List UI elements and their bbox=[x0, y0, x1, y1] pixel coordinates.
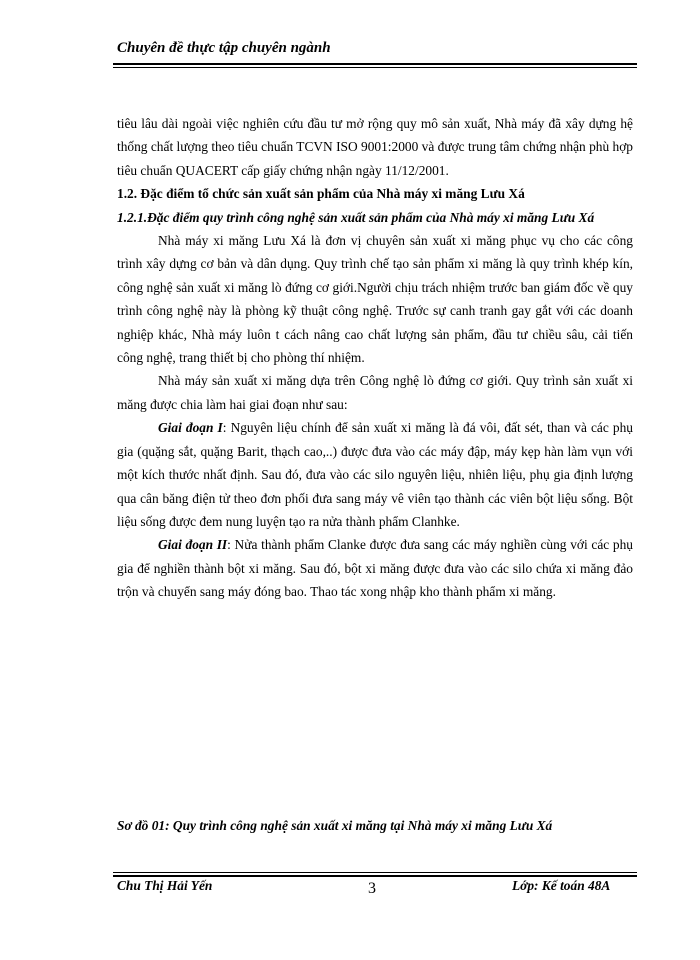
subsection-heading: 1.2.1.Đặc điểm quy trình công nghệ sản xuất sản phẩm của Nhà máy xi măng Lưu Xá bbox=[117, 209, 595, 225]
header-title: Chuyên đề thực tập chuyên ngành bbox=[117, 40, 331, 56]
document-body bbox=[117, 112, 633, 604]
page-number: 3 bbox=[368, 880, 376, 897]
footer-class: Lớp: Kế toán 48A bbox=[512, 878, 611, 893]
paragraph-overview: Nhà máy xi măng Lưu Xá là đơn vị chuyên sản xuất xi măng phục vụ cho các công trình xây dựng cơ bản và dân dụng. Quy trình chế tạo sản phẩm xi măng là quy trình khép kín, công nghệ sản xuất xi măng lò đứng cơ giới.Người chịu trách nhiệm trước ban giám đốc về quy trình công nghệ này là phòng kỹ thuật công nghệ. Trước sự canh tranh gay gắt với các doanh nghiệp khác, Nhà máy luôn t cách nâng cao chất lượng sản phẩm, đầu tư chiều sâu, cải tiến công nghệ, trang thiết bị cho phòng thí nhiệm. bbox=[117, 233, 633, 366]
diagram-caption: Sơ đồ 01: Quy trình công nghệ sản xuất xi măng tại Nhà máy xi măng Lưu Xá bbox=[117, 818, 553, 833]
intro-paragraph: tiêu lâu dài ngoài việc nghiên cứu đầu tư mở rộng quy mô sản xuất, Nhà máy đã xây dựng hệ thống chất lượng theo tiêu chuẩn TCVN ISO 9001:2000 và được trung tâm chứng nhận phù hợp tiêu chuẩn QUACERT cấp giấy chứng nhận ngày 11/12/2001. bbox=[117, 116, 633, 178]
stage-1-label: Giai đoạn I bbox=[158, 420, 223, 436]
stage-1-text: : Nguyên liệu chính để sản xuất xi măng là đá vôi, đất sét, than và các phụ gia (quặng sắt, quặng Barit, thạch cao,..) được đưa vào các máy đập, máy kẹp hàn làm vụn với một kích thước nhất định. Sau đó, đưa vào các silo nguyên liệu, nhiên liệu, phụ gia định lượng qua cân băng điện tử theo đơn phối đưa sang máy vê viên tạo thành các viên bột liệu sống. Bột liệu sống được đem nung luyện tạo ra nửa thành phẩm Clanhke. bbox=[117, 420, 634, 529]
section-heading: 1.2. Đặc điểm tổ chức sản xuất sản phẩm của Nhà máy xi măng Lưu Xá bbox=[117, 186, 525, 202]
stage-2-text: : Nửa thành phẩm Clanke được đưa sang các máy nghiền cùng với các phụ gia để nghiền thành bột xi măng. Sau đó, bột xi măng được đưa vào các silo chứa xi măng đảo trộn và chuyển sang máy đóng bao. Thao tác xong nhập kho thành phẩm xi măng. bbox=[117, 537, 633, 600]
paragraph-stage-1 bbox=[117, 416, 633, 533]
header-divider-thin bbox=[113, 67, 637, 68]
footer-author: Chu Thị Hải Yến bbox=[117, 878, 213, 893]
header-divider bbox=[113, 63, 637, 65]
paragraph-stage-2 bbox=[117, 533, 633, 603]
footer-divider bbox=[113, 875, 637, 877]
paragraph-stages-intro: Nhà máy sản xuất xi măng dựa trên Công nghệ lò đứng cơ giới. Quy trình sản xuất xi măng được chia làm hai giai đoạn như sau: bbox=[117, 373, 633, 412]
footer-divider-thin bbox=[113, 872, 637, 873]
stage-2-label: Giai đoạn II bbox=[158, 537, 228, 553]
